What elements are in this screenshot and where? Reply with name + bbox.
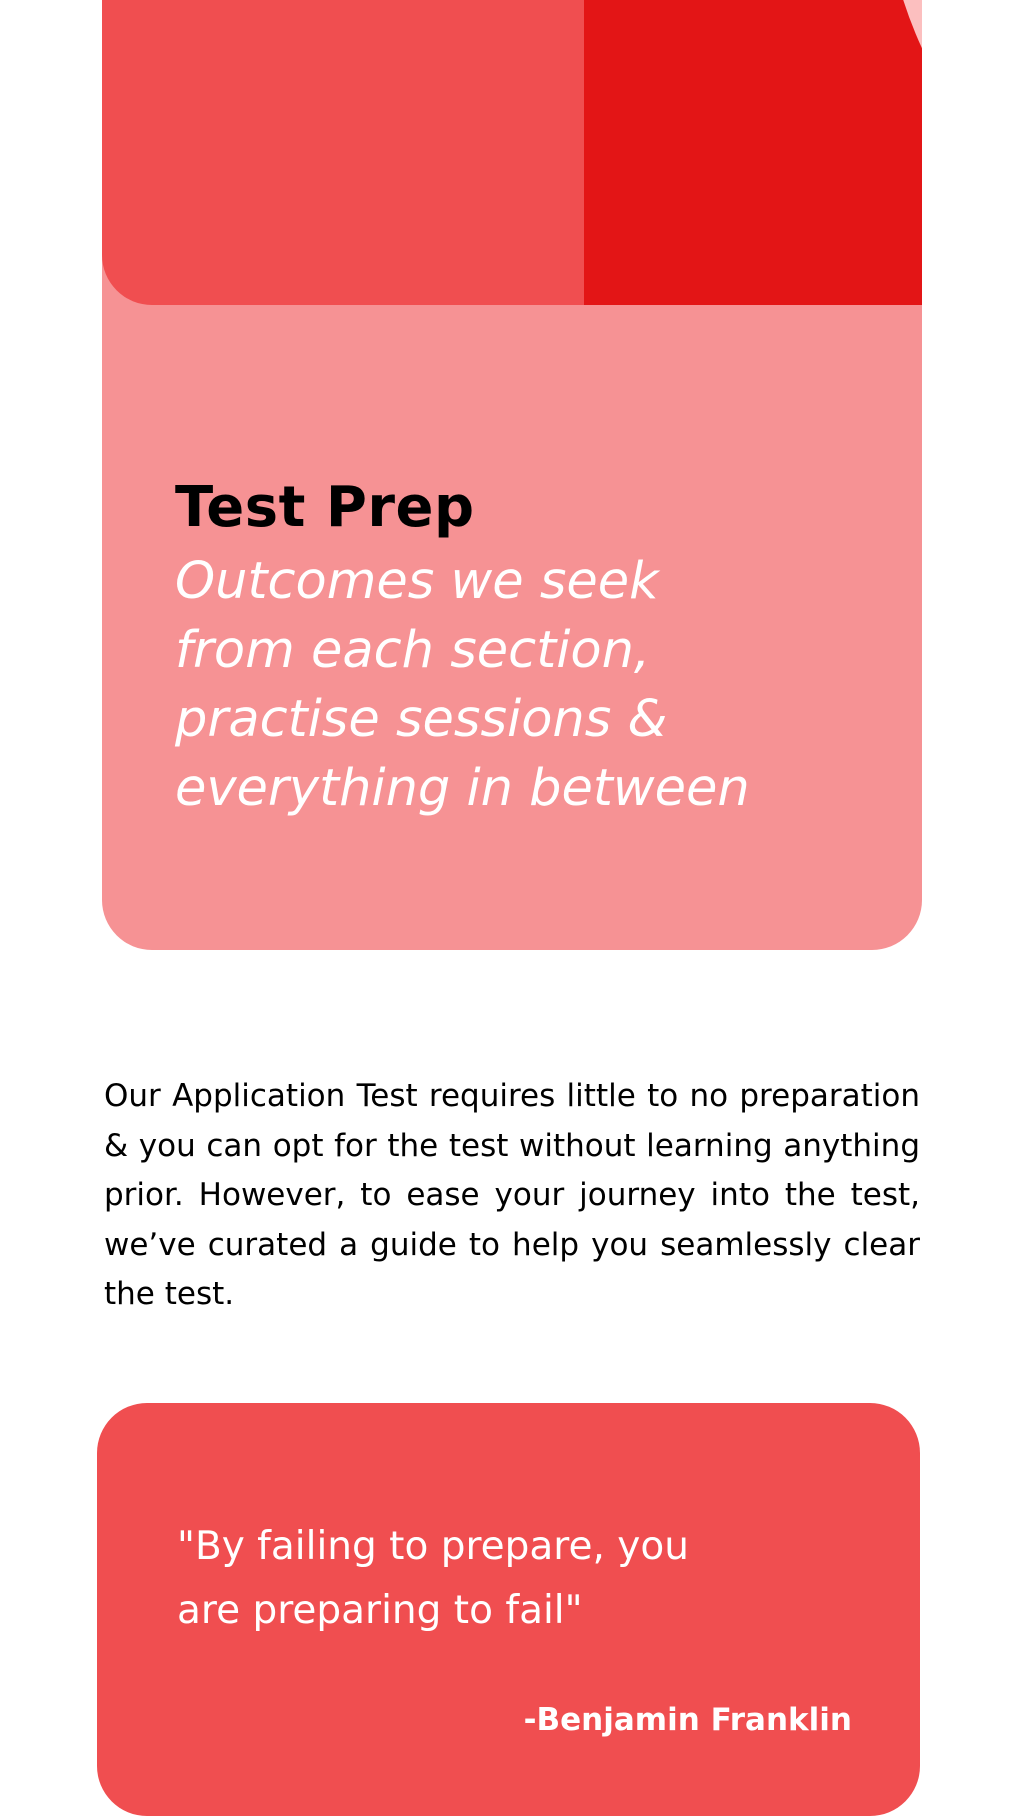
hero-subtitle-line: everything in between — [175, 759, 750, 818]
quote-line: "By failing to prepare, you — [177, 1524, 689, 1569]
intro-paragraph: Our Application Test requires little to no preparation & you can opt for the test without learning anything prior. However, to ease your journey into the test, we’ve curated a guide to help you seamlessly clear the test. — [104, 1078, 920, 1312]
quote-text — [177, 1515, 777, 1643]
test-prep-hero-card — [102, 0, 922, 950]
hero-subtitle-line: Outcomes we seek — [175, 552, 659, 611]
hero-subtitle — [175, 547, 895, 823]
hero-decoration-pink-circle — [882, 0, 922, 305]
hero-decoration-coral-block — [102, 0, 584, 305]
hero-subtitle-line: from each section, — [175, 621, 651, 680]
quote-author: -Benjamin Franklin — [523, 1702, 852, 1738]
hero-subtitle-line: practise sessions & — [175, 690, 668, 749]
quote-line: are preparing to fail" — [177, 1588, 583, 1633]
quote-card — [97, 1403, 920, 1816]
hero-decoration-red-block — [584, 0, 922, 305]
hero-title: Test Prep — [175, 475, 475, 540]
hero-decoration — [102, 0, 922, 305]
